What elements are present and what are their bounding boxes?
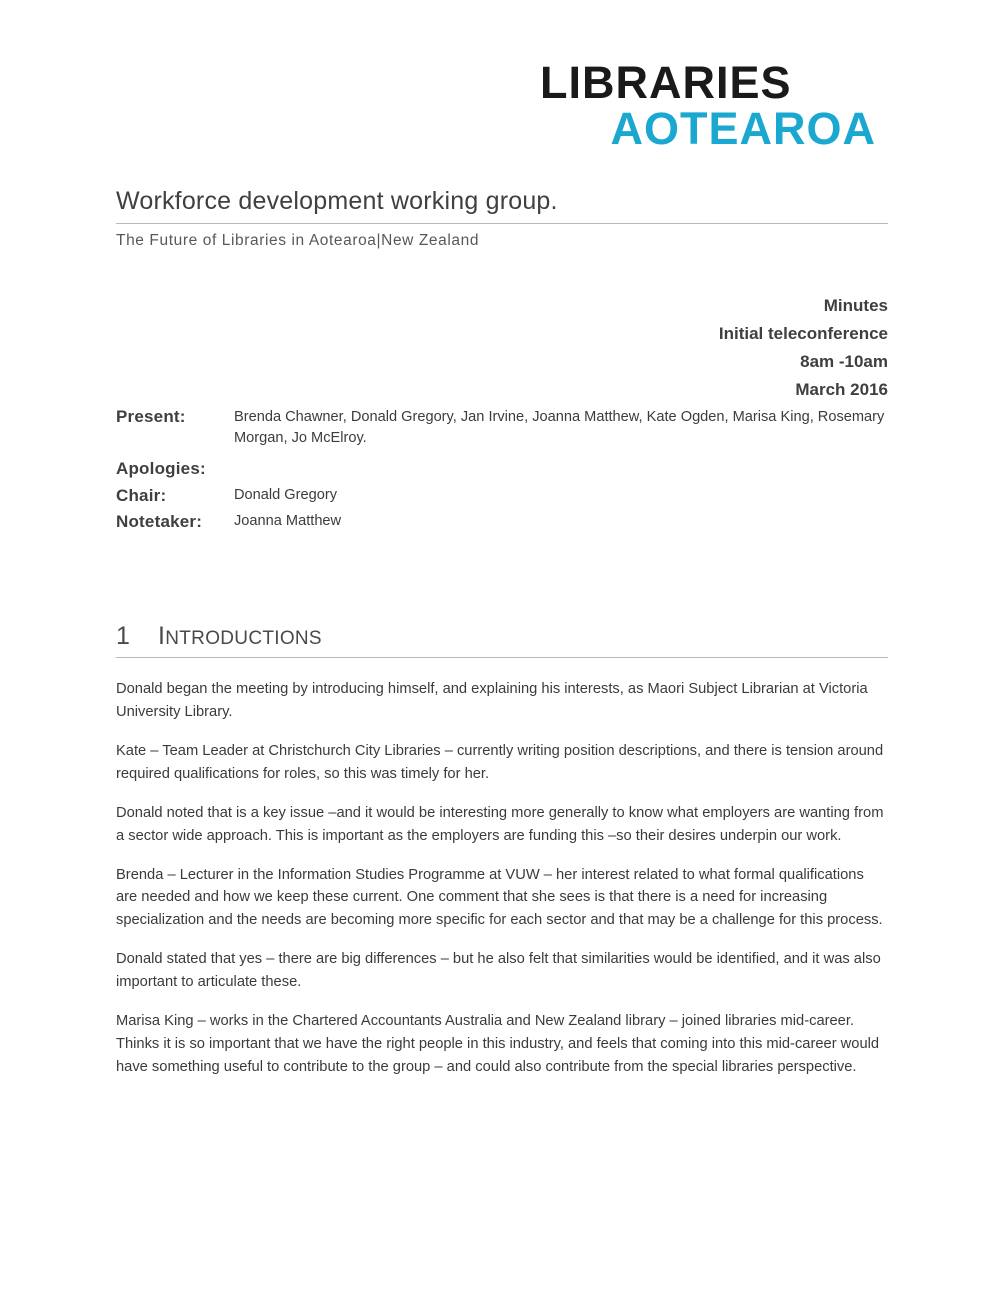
meta-time: 8am -10am	[800, 352, 888, 372]
row-notetaker	[116, 509, 906, 535]
paragraph: Donald began the meeting by introducing himself, and explaining his interests, as Maori Subject Librarian at Victoria University Library.	[116, 681, 868, 720]
notetaker-label: Notetaker:	[116, 512, 203, 532]
meeting-meta	[116, 292, 888, 404]
apologies-label: Apologies:	[116, 459, 206, 479]
logo-line-libraries: LIBRARIES	[540, 57, 792, 108]
meta-teleconference: Initial teleconference	[718, 324, 888, 344]
present-value: Brenda Chawner, Donald Gregory, Jan Irvine, Joanna Matthew, Kate Ogden, Marisa King, Rosemary Morgan, Jo McElroy.	[234, 409, 885, 447]
notetaker-value: Joanna Matthew	[234, 513, 342, 530]
present-label: Present:	[116, 407, 186, 426]
section-body	[116, 678, 888, 1095]
section-number: 1	[116, 622, 130, 650]
page-title: Workforce development working group.	[116, 187, 558, 215]
section-divider	[116, 657, 888, 658]
paragraph: Donald stated that yes – there are big differences – but he also felt that similarities would be identified, and it was also important to articulate these.	[116, 951, 881, 991]
paragraph: Marisa King – works in the Chartered Accountants Australia and New Zealand library – joined libraries mid-career. Thinks it is so important that we have the right people in this industry, and feels that coming into this mid-career would have something useful to contribute to the group – and could also contribute from the special libraries perspective.	[116, 1013, 880, 1075]
title-divider	[116, 223, 888, 224]
paragraph: Brenda – Lecturer in the Information Studies Programme at VUW – her interest related to what formal qualifications are needed and how we keep these current. One comment that she sees is that there is a need for increasing specialization and the needs are becoming more specific for each sector and that may be a challenge for this process.	[116, 866, 883, 929]
chair-value: Donald Gregory	[234, 486, 338, 503]
participants-block	[116, 404, 906, 536]
libraries-aotearoa-logo	[540, 57, 880, 154]
section-title	[158, 622, 322, 651]
paragraph: Kate – Team Leader at Christchurch City Libraries – currently writing position descriptions, and there is tension around required qualifications for roles, so this was timely for her.	[116, 742, 884, 782]
page-subtitle: The Future of Libraries in Aotearoa|New Zealand	[116, 232, 480, 249]
apologies-value	[234, 456, 906, 459]
document-header	[116, 186, 888, 250]
logo-line-aotearoa: AOTEAROA	[610, 103, 876, 154]
meta-date: March 2016	[795, 380, 888, 400]
row-chair	[116, 483, 906, 509]
row-present	[116, 404, 906, 449]
meta-minutes: Minutes	[823, 296, 888, 315]
section-heading	[116, 622, 888, 651]
section-introductions	[116, 622, 888, 658]
section-title-rest: NTRODUCTIONS	[165, 628, 322, 649]
section-title-initial: I	[158, 622, 166, 650]
chair-label: Chair:	[116, 485, 167, 505]
row-apologies	[116, 456, 906, 482]
paragraph: Donald noted that is a key issue –and it would be interesting more generally to know what employers are wanting from a sector wide approach. This is important as the employers are funding this –so their desires underpin our work.	[116, 804, 884, 844]
